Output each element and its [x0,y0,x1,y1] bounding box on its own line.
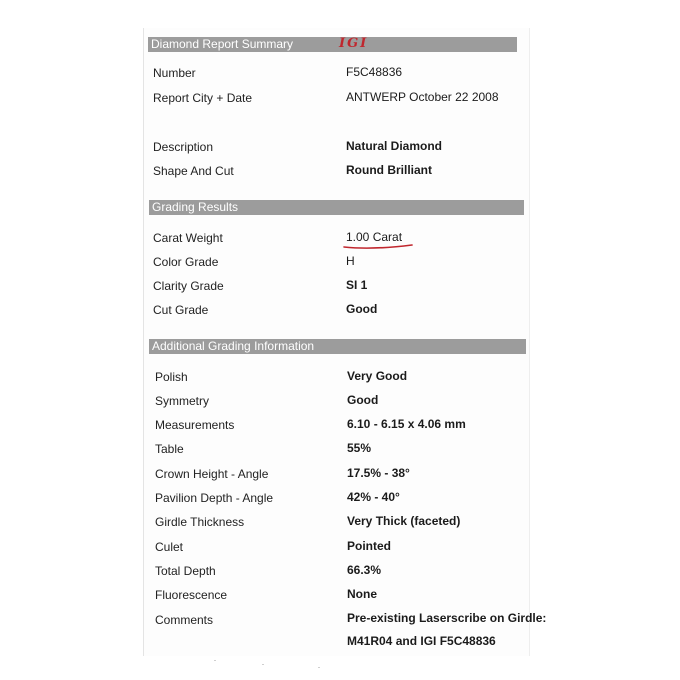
label-carat-weight: Carat Weight [153,231,223,245]
label-crown-height-angle: Crown Height - Angle [155,467,269,481]
value-description: Natural Diamond [346,139,443,153]
value-culet: Pointed [347,539,391,553]
value-carat-weight: 1.00 Carat [346,230,403,244]
label-shape-and-cut: Shape And Cut [153,164,234,178]
label-total-depth: Total Depth [155,564,216,578]
section-title-additional: Additional Grading Information [152,339,315,353]
handwritten-igi-annotation: IGI [339,36,369,51]
label-cut-grade: Cut Grade [153,303,209,317]
label-pavilion-depth-angle: Pavilion Depth - Angle [155,491,274,505]
value-symmetry: Good [347,393,379,407]
value-table: 55% [347,441,372,455]
label-polish: Polish [155,370,188,384]
value-comments: Pre-existing Laserscribe on Girdle: [347,611,547,625]
scan-speck [214,660,216,661]
label-measurements: Measurements [155,418,235,432]
section-header-grading [149,200,524,215]
label-comments: Comments [155,613,214,627]
value-fluorescence: None [347,587,377,601]
value-crown-height-angle: 17.5% - 38° [347,466,410,480]
handwritten-underline [342,242,414,252]
label-number: Number [153,66,196,80]
section-title-grading: Grading Results [152,200,239,214]
label-clarity-grade: Clarity Grade [153,279,224,293]
label-fluorescence: Fluorescence [155,588,228,602]
label-symmetry: Symmetry [155,394,209,408]
scan-speck [318,667,320,668]
value-color-grade: H [346,254,355,268]
section-header-summary [148,37,517,52]
value-pavilion-depth-angle: 42% - 40° [347,490,400,504]
value-measurements: 6.10 - 6.15 x 4.06 mm [347,417,466,431]
label-culet: Culet [155,540,184,554]
value-polish: Very Good [347,369,408,383]
value-total-depth: 66.3% [347,563,382,577]
value-cut-grade: Good [346,302,378,316]
label-color-grade: Color Grade [153,255,219,269]
label-table: Table [155,442,184,456]
value-girdle-thickness: Very Thick (faceted) [347,514,461,528]
section-title-summary: Diamond Report Summary [151,37,294,51]
value-clarity-grade: SI 1 [346,278,368,292]
label-report-city-date: Report City + Date [153,91,253,105]
scan-speck [262,664,264,665]
value-number: F5C48836 [346,65,403,79]
label-description: Description [153,140,214,154]
section-header-additional [149,339,526,354]
value-shape-and-cut: Round Brilliant [346,163,432,177]
value-comments-continuation: M41R04 and IGI F5C48836 [347,634,496,648]
value-report-city-date: ANTWERP October 22 2008 [346,90,499,104]
label-girdle-thickness: Girdle Thickness [155,515,245,529]
